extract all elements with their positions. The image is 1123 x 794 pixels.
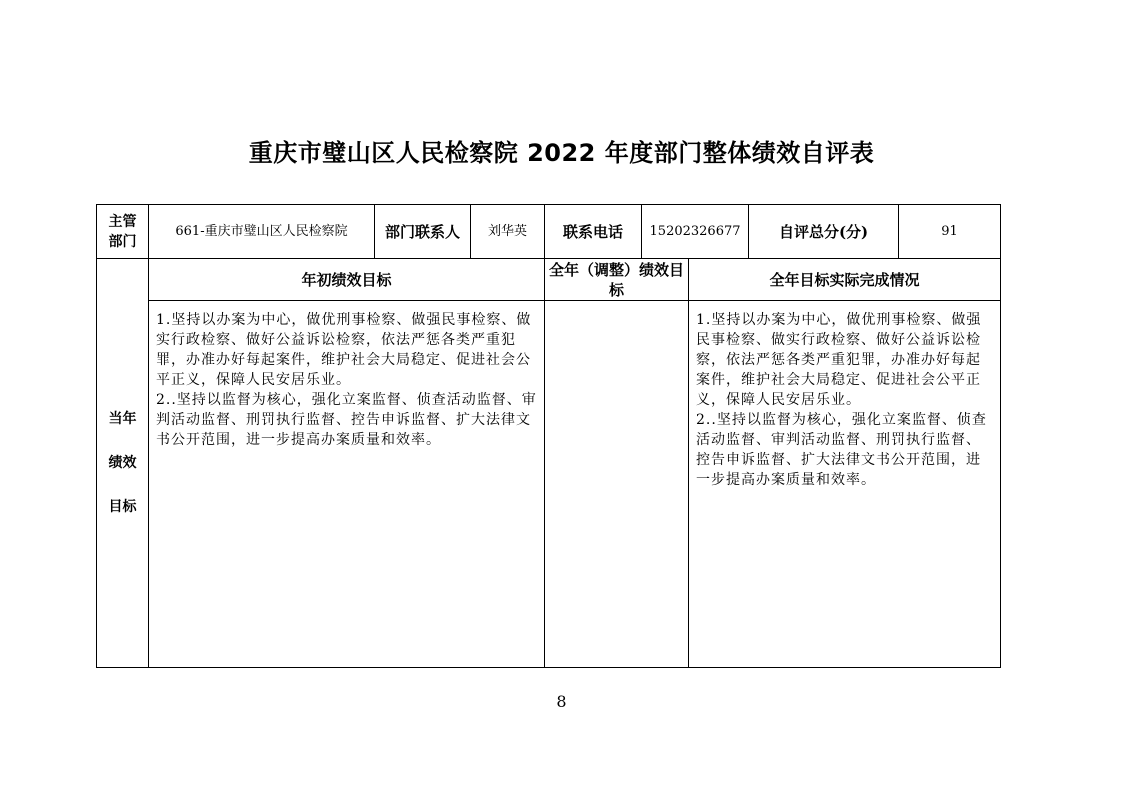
- performance-table: [96, 204, 1001, 668]
- page-title: 重庆市璧山区人民检察院 2022 年度部门整体绩效自评表: [248, 139, 875, 167]
- column-header-row: [97, 259, 1001, 301]
- phone-value: 15202326677: [642, 205, 749, 259]
- score-value: 91: [899, 205, 1001, 259]
- dept-label: [97, 205, 149, 259]
- contact-value: 刘华英: [471, 205, 545, 259]
- contact-label: 部门联系人: [375, 205, 471, 259]
- score-label: 自评总分(分): [749, 205, 899, 259]
- header-row: [97, 205, 1001, 259]
- actual-completion-text: 1.坚持以办案为中心，做优刑事检察、做强民事检察、做实行政检察、做好公益诉讼检察，依法严惩各类严重犯罪，办准办好每起案件，维护社会大局稳定、促进社会公平正义，保障人民安居乐业。 2..坚持以监督为核心，强化立案监督、侦查活动监督、审判活动监督、刑罚执行监督、控告申诉监督、扩大法律文书公开范围，进一步提高办案质量和效率。: [689, 301, 1001, 668]
- targets-row-label: [97, 259, 149, 668]
- dept-value: 661-重庆市璧山区人民检察院: [149, 205, 375, 259]
- row-label-line-2: 绩效: [108, 455, 137, 471]
- col-actual-completion: 全年目标实际完成情况: [689, 259, 1001, 301]
- adjusted-target-text: [545, 301, 689, 668]
- row-label-line-3: 目标: [108, 499, 137, 515]
- targets-content-row: [97, 301, 1001, 668]
- col-adjusted-target: 全年（调整）绩效目标: [545, 259, 689, 301]
- initial-target-text: 1.坚持以办案为中心，做优刑事检察、做强民事检察、做实行政检察、做好公益诉讼检察，依法严惩各类严重犯罪，办准办好每起案件，维护社会大局稳定、促进社会公平正义，保障人民安居乐业。 2..坚持以监督为核心，强化立案监督、侦查活动监督、审判活动监督、刑罚执行监督、控告申诉监督、扩大法律文书公开范围，进一步提高办案质量和效率。: [149, 301, 545, 668]
- col-initial-target: 年初绩效目标: [149, 259, 545, 301]
- dept-label-line-2: 部门: [108, 233, 137, 250]
- dept-label-line-1: 主管: [108, 213, 137, 230]
- page-number: 8: [556, 692, 567, 711]
- row-label-line-1: 当年: [108, 411, 137, 427]
- phone-label: 联系电话: [545, 205, 642, 259]
